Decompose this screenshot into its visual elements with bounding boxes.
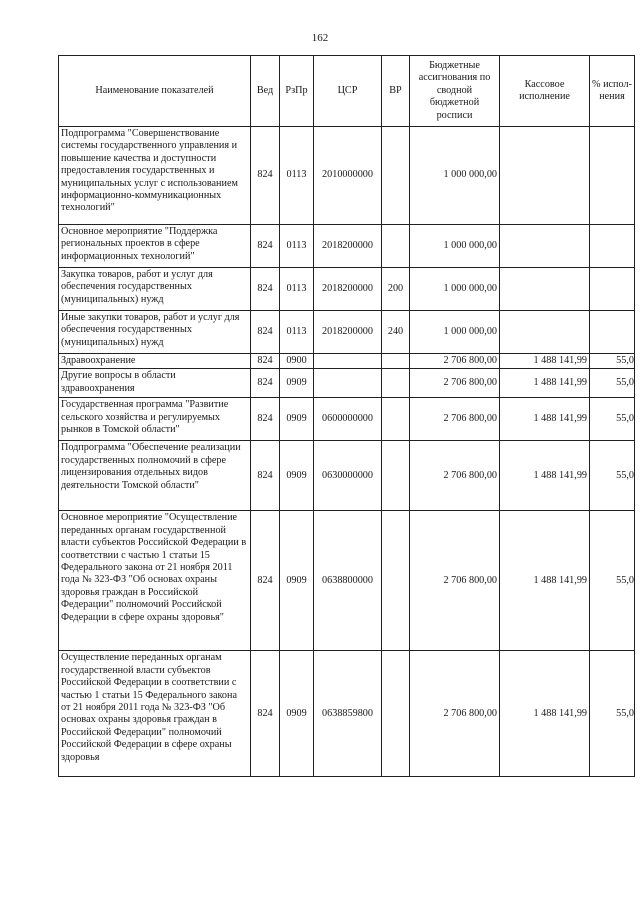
row-budget: 2 706 800,00: [410, 651, 500, 777]
row-csr: 0638800000: [314, 511, 382, 651]
table-row: [59, 311, 635, 354]
row-csr: [314, 369, 382, 398]
header-budget: Бюджетные ассигнования по сводной бюджетной росписи: [410, 56, 500, 127]
row-pct: 55,0: [590, 511, 635, 651]
row-name: Основное мероприятие "Поддержка региональных проектов в сфере информационных технологий": [59, 225, 251, 268]
table-row: [59, 398, 635, 441]
row-cash: 1 488 141,99: [500, 651, 590, 777]
row-pct: [590, 268, 635, 311]
row-csr: 0600000000: [314, 398, 382, 441]
row-csr: 2018200000: [314, 311, 382, 354]
row-vr: [382, 441, 410, 511]
table-row: [59, 369, 635, 398]
row-cash: 1 488 141,99: [500, 441, 590, 511]
row-cash: 1 488 141,99: [500, 511, 590, 651]
row-vr: 240: [382, 311, 410, 354]
row-pct: 55,0: [590, 398, 635, 441]
row-rzpr: 0113: [280, 311, 314, 354]
row-cash: 1 488 141,99: [500, 369, 590, 398]
row-budget: 2 706 800,00: [410, 369, 500, 398]
row-rzpr: 0909: [280, 398, 314, 441]
row-name: Основное мероприятие "Осуществление переданных органам государственной власти субъектов Российской Федерации в соответствии с частью 1 статьи 15 Федерального закона от 21 ноября 2011 года № 323-ФЗ "Об основах охраны здоровья граждан в Российской Федерации" полномочий Российской Федерации в сфере охраны здоровья": [59, 511, 251, 651]
row-vr: [382, 127, 410, 225]
row-name: Государственная программа "Развитие сельского хозяйства и регулируемых рынков в Томской области": [59, 398, 251, 441]
row-ved: 824: [251, 441, 280, 511]
header-ved: Вед: [251, 56, 280, 127]
row-cash: [500, 127, 590, 225]
row-name: Подпрограмма "Обеспечение реализации государственных полномочий в сфере лицензирования отдельных видов деятельности Томской области": [59, 441, 251, 511]
row-pct: 55,0: [590, 354, 635, 369]
row-ved: 824: [251, 225, 280, 268]
header-rzpr: РзПр: [280, 56, 314, 127]
row-csr: 2018200000: [314, 268, 382, 311]
row-pct: 55,0: [590, 651, 635, 777]
row-rzpr: 0900: [280, 354, 314, 369]
row-budget: 2 706 800,00: [410, 441, 500, 511]
row-pct: 55,0: [590, 441, 635, 511]
table-row: [59, 441, 635, 511]
row-csr: 0630000000: [314, 441, 382, 511]
row-cash: [500, 311, 590, 354]
row-vr: [382, 354, 410, 369]
row-vr: [382, 511, 410, 651]
row-ved: 824: [251, 651, 280, 777]
row-rzpr: 0909: [280, 511, 314, 651]
row-rzpr: 0113: [280, 127, 314, 225]
row-budget: 1 000 000,00: [410, 127, 500, 225]
row-budget: 1 000 000,00: [410, 268, 500, 311]
row-csr: 0638859800: [314, 651, 382, 777]
row-name: Подпрограмма "Совершенствование системы государственного управления и повышение качества и доступности предоставления государственных и муниципальных услуг с использованием информационно-коммуникационных технологий": [59, 127, 251, 225]
row-name: Иные закупки товаров, работ и услуг для обеспечения государственных (муниципальных) нужд: [59, 311, 251, 354]
row-rzpr: 0909: [280, 651, 314, 777]
row-pct: [590, 127, 635, 225]
row-ved: 824: [251, 511, 280, 651]
row-vr: [382, 369, 410, 398]
table-row: [59, 268, 635, 311]
row-vr: 200: [382, 268, 410, 311]
header-vr: ВР: [382, 56, 410, 127]
header-csr: ЦСР: [314, 56, 382, 127]
table-row: [59, 354, 635, 369]
row-budget: 1 000 000,00: [410, 225, 500, 268]
budget-execution-table: [58, 55, 635, 777]
row-csr: [314, 354, 382, 369]
row-pct: 55,0: [590, 369, 635, 398]
row-cash: [500, 225, 590, 268]
row-ved: 824: [251, 127, 280, 225]
row-vr: [382, 398, 410, 441]
row-rzpr: 0909: [280, 441, 314, 511]
header-cash: Кассовое исполнение: [500, 56, 590, 127]
row-cash: 1 488 141,99: [500, 398, 590, 441]
row-budget: 2 706 800,00: [410, 398, 500, 441]
row-rzpr: 0909: [280, 369, 314, 398]
row-budget: 2 706 800,00: [410, 354, 500, 369]
page-number: 162: [311, 32, 329, 44]
row-cash: 1 488 141,99: [500, 354, 590, 369]
row-ved: 824: [251, 354, 280, 369]
row-ved: 824: [251, 268, 280, 311]
row-budget: 2 706 800,00: [410, 511, 500, 651]
row-rzpr: 0113: [280, 268, 314, 311]
row-ved: 824: [251, 398, 280, 441]
table-row: [59, 127, 635, 225]
row-csr: 2018200000: [314, 225, 382, 268]
row-name: Здравоохранение: [59, 354, 251, 369]
header-pct: % испол-нения: [590, 56, 635, 127]
row-cash: [500, 268, 590, 311]
row-csr: 2010000000: [314, 127, 382, 225]
table-header-row: [59, 56, 635, 127]
row-vr: [382, 225, 410, 268]
table-row: [59, 225, 635, 268]
table-row: [59, 511, 635, 651]
header-name: Наименование показателей: [59, 56, 251, 127]
row-name: Другие вопросы в области здравоохранения: [59, 369, 251, 398]
row-rzpr: 0113: [280, 225, 314, 268]
row-ved: 824: [251, 311, 280, 354]
table-row: [59, 651, 635, 777]
row-vr: [382, 651, 410, 777]
row-pct: [590, 225, 635, 268]
row-budget: 1 000 000,00: [410, 311, 500, 354]
row-name: Осуществление переданных органам государственной власти субъектов Российской Федерации в соответствии с частью 1 статьи 15 Федерального закона от 21 ноября 2011 года № 323-ФЗ "Об основах охраны здоровья граждан в Российской Федерации" полномочий Российской Федерации в сфере охраны здоровья: [59, 651, 251, 777]
row-ved: 824: [251, 369, 280, 398]
row-name: Закупка товаров, работ и услуг для обеспечения государственных (муниципальных) нужд: [59, 268, 251, 311]
row-pct: [590, 311, 635, 354]
